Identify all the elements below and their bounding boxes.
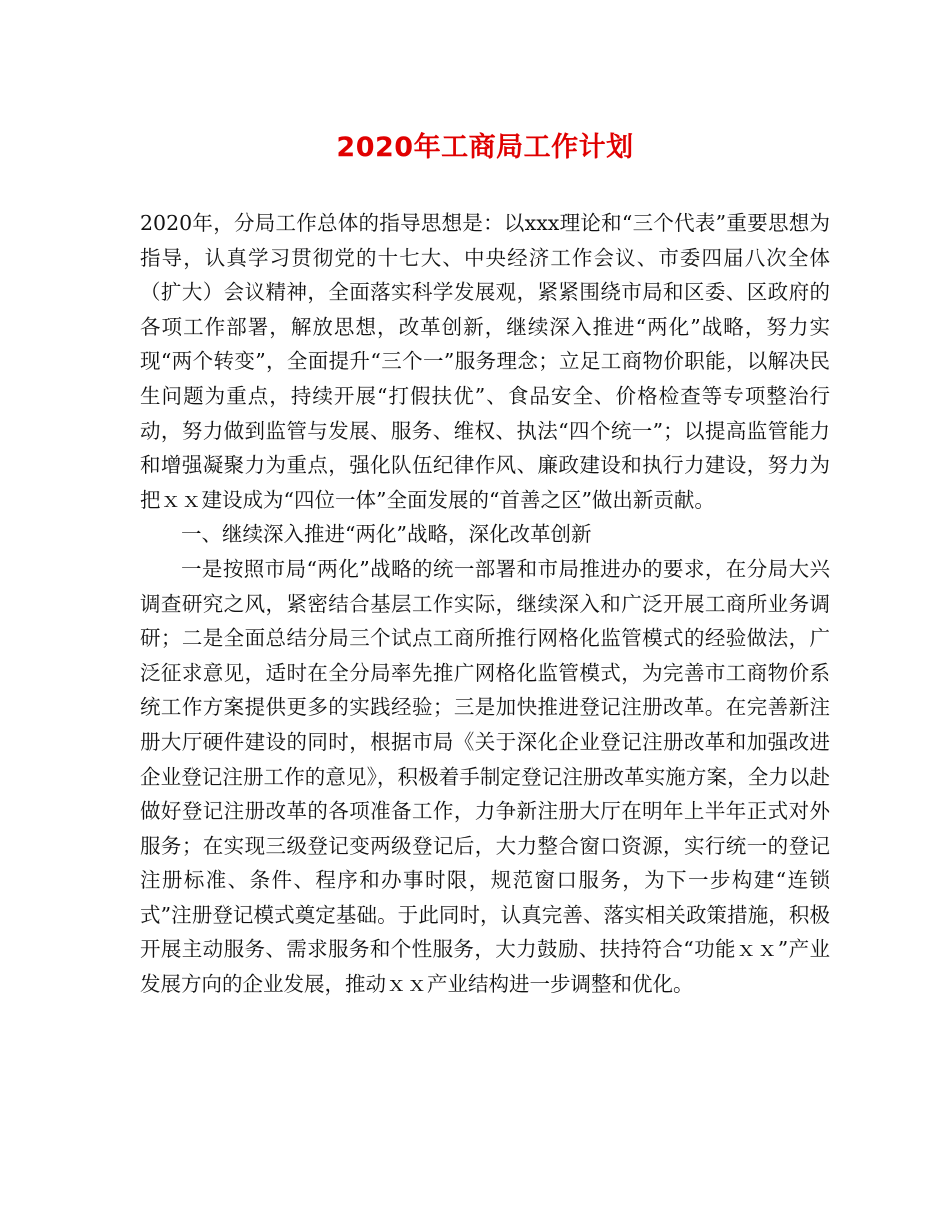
paragraph-guiding-ideology: 2020年，分局工作总体的指导思想是：以xxx理论和“三个代表”重要思想为指导，认真学习贯彻党的十七大、中央经济工作会议、市委四届八次全体（扩大）会议精神，全面落实科学发展观，紧紧围绕市局和区委、区政府的各项工作部署，解放思想，改革创新，继续深入推进“两化”战略，努力实现“两个转变”，全面提升“三个一”服务理念；立足工商物价职能，以解决民生问题为重点，持续开展“打假扶优”、食品安全、价格检查等专项整治行动，努力做到监管与发展、服务、维权、执法“四个统一”；以提高监管能力和增强凝聚力为重点，强化队伍纪律作风、廉政建设和执行力建设，努力为把ｘｘ建设成为“四位一体”全面发展的“首善之区”做出新贡献。 [140,211,830,512]
section-heading-1: 一、继续深入推进“两化”战略，深化改革创新 [181,522,592,547]
paragraph-section-1-body: 一是按照市局“两化”战略的统一部署和市局推进办的要求，在分局大兴调查研究之风，紧密结合基层工作实际，继续深入和广泛开展工商所业务调研；二是全面总结分局三个试点工商所推行网格化监管模式的经验做法，广泛征求意见，适时在全分局率先推广网格化监管模式，为完善市工商物价系统工作方案提供更多的实践经验；三是加快推进登记注册改革。在完善新注册大厅硬件建设的同时，根据市局《关于深化企业登记注册改革和加强改进企业登记注册工作的意见》，积极着手制定登记注册改革实施方案，全力以赴做好登记注册改革的各项准备工作，力争新注册大厅在明年上半年正式对外服务；在实现三级登记变两级登记后，大力整合窗口资源，实行统一的登记注册标准、条件、程序和办事时限，规范窗口服务，为下一步构建“连锁式”注册登记模式奠定基础。于此同时，认真完善、落实相关政策措施，积极开展主动服务、需求服务和个性服务，大力鼓励、扶持符合“功能ｘｘ”产业发展方向的企业发展，推动ｘｘ产业结构进一步调整和优化。 [140,556,830,997]
document-title: 2020年工商局工作计划 [336,132,634,163]
